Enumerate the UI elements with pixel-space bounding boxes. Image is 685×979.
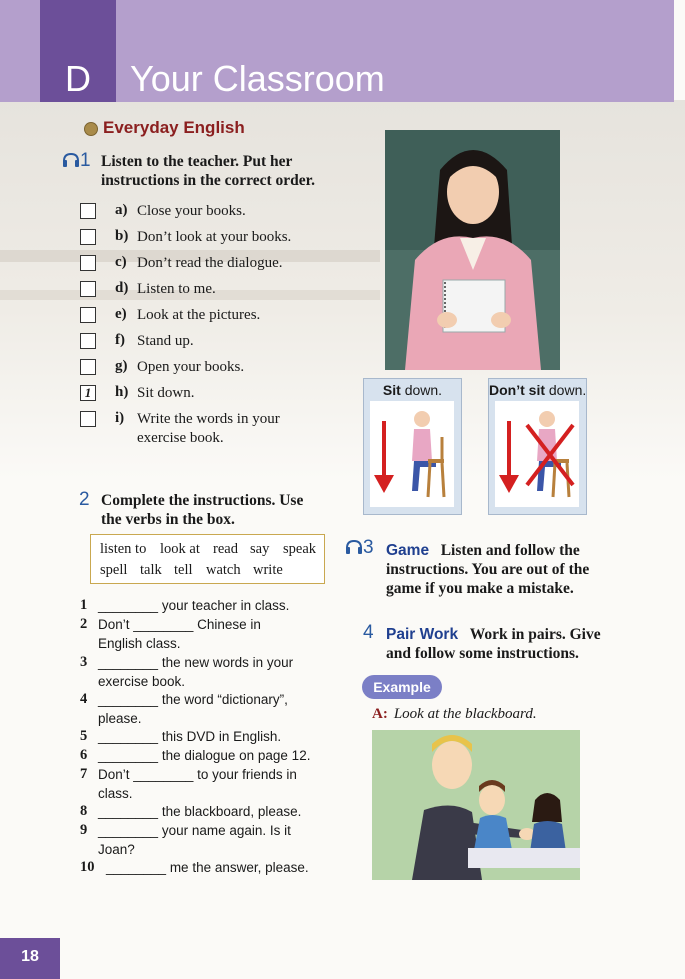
item-text: Stand up. [137,333,194,349]
sentence-text[interactable] [98,653,293,691]
instruction-line: instructions. You are out of the [386,561,590,578]
question-instruction [101,491,303,529]
sentence-number: 5 [80,728,88,744]
item-label: a) [115,202,128,218]
sentence-number: 9 [80,822,88,838]
sentence-line: ________ the new words in your [98,655,294,670]
item-text: Close your books. [137,203,246,219]
instruction-line [386,625,601,644]
sentence-number: 1 [80,597,88,613]
item-text [137,410,280,448]
sentence-text[interactable] [98,615,261,653]
answer-box[interactable] [80,281,96,297]
question-number: 4 [363,622,374,643]
question-instruction [386,541,589,598]
instruction-line: the verbs in the box. [101,511,235,528]
answer-box[interactable] [80,255,96,271]
verb: look at [160,541,200,557]
sentence-line: exercise book. [98,674,186,689]
item-label: h) [115,384,129,400]
item-text: Don’t read the dialogue. [137,255,283,271]
section-tag: Everyday English [103,118,245,137]
answer-box[interactable] [80,333,96,349]
sitting-figure-illustration [370,401,454,507]
instruction-text: Work in pairs. Give [469,626,601,643]
item-label: c) [115,254,127,270]
sentence-line: Don’t ________ Chinese in [98,617,261,632]
speaker-label: A: [372,706,388,722]
picture-card-dont-sit-down [488,378,587,515]
sentence-line: ________ the word “dictionary”, [98,692,288,707]
verb: talk [140,562,162,578]
item-text-line: exercise book. [137,430,224,446]
item-label: g) [115,358,128,374]
answer-box[interactable] [80,359,96,375]
question-instruction [101,152,315,190]
bullet-icon [84,122,98,136]
sentence-text[interactable] [98,690,288,728]
question-number: 1 [80,150,91,171]
verb: say [250,541,270,557]
picture-card-sit-down [363,378,462,515]
item-text: Open your books. [137,359,245,375]
sentence-text[interactable]: ________ me the answer, please. [106,860,309,875]
answer-box[interactable] [80,411,96,427]
sentence-text[interactable] [98,821,291,859]
answer-box[interactable] [80,229,96,245]
sentence-line: class. [98,786,133,801]
sentence-line: English class. [98,636,181,651]
sentence-number: 4 [80,691,88,707]
item-label: d) [115,280,129,296]
sentence-number: 3 [80,654,88,670]
answer-box[interactable] [80,307,96,323]
sentence-text[interactable]: ________ the dialogue on page 12. [98,748,311,763]
question-instruction [386,625,601,663]
item-label: f) [115,332,125,348]
answer-box[interactable] [80,203,96,219]
sentence-line: Don’t ________ to your friends in [98,767,297,782]
page-title: Your Classroom [130,58,385,99]
verb: spell [100,562,128,578]
verb: write [253,562,283,578]
sentence-number: 10 [80,859,95,875]
verb: tell [174,562,193,578]
audio-cd-icon [345,539,363,555]
sentence-number: 8 [80,803,88,819]
sentence-text[interactable]: ________ this DVD in English. [98,729,282,744]
card-caption: Sit down. [382,382,443,398]
audio-cd-icon [62,152,80,168]
unit-letter: D [65,58,91,99]
verb: speak [283,541,317,557]
question-number: 2 [79,489,90,510]
item-text: Look at the pictures. [137,307,261,323]
item-text-line: Write the words in your [137,411,280,427]
instruction-line: and follow some instructions. [386,645,579,662]
sentence-number: 7 [80,766,88,782]
instruction-line: game if you make a mistake. [386,580,574,597]
instruction-line [386,541,589,560]
example-badge: Example [362,675,442,699]
item-text: Don’t look at your books. [137,229,292,245]
instruction-text: Listen and follow the [440,542,580,559]
item-label: b) [115,228,129,244]
sentence-line: ________ your name again. Is it [98,823,291,838]
example-line [372,706,537,723]
instruction-line: Complete the instructions. Use [101,492,304,509]
verb: read [213,541,238,557]
question-number: 3 [363,537,374,558]
instruction-line: instructions in the correct order. [101,172,315,189]
pair-work-cartoon [372,730,580,880]
activity-label: Game [386,542,430,559]
word-box [90,534,325,584]
card-caption: Don’t sit down. [489,382,587,398]
example-text: Look at the blackboard. [393,706,537,722]
instruction-line: Listen to the teacher. Put her [101,153,293,170]
page-number: 18 [21,948,39,965]
item-text: Sit down. [137,385,195,401]
crossed-sitting-figure-illustration [495,401,579,507]
sentence-text[interactable] [98,765,297,803]
sentence-text[interactable]: ________ the blackboard, please. [98,804,302,819]
verb: watch [206,562,241,578]
answer-box[interactable]: 1 [80,385,96,401]
activity-label: Pair Work [386,626,459,643]
item-text: Listen to me. [137,281,216,297]
sentence-line: Joan? [98,842,135,857]
sentence-line: please. [98,711,142,726]
sentence-number: 2 [80,616,88,632]
item-label: i) [115,410,125,426]
verb: listen to [100,541,147,557]
item-label: e) [115,306,127,322]
teacher-photo [385,130,560,370]
sentence-text[interactable]: ________ your teacher in class. [98,598,290,613]
sentence-number: 6 [80,747,88,763]
